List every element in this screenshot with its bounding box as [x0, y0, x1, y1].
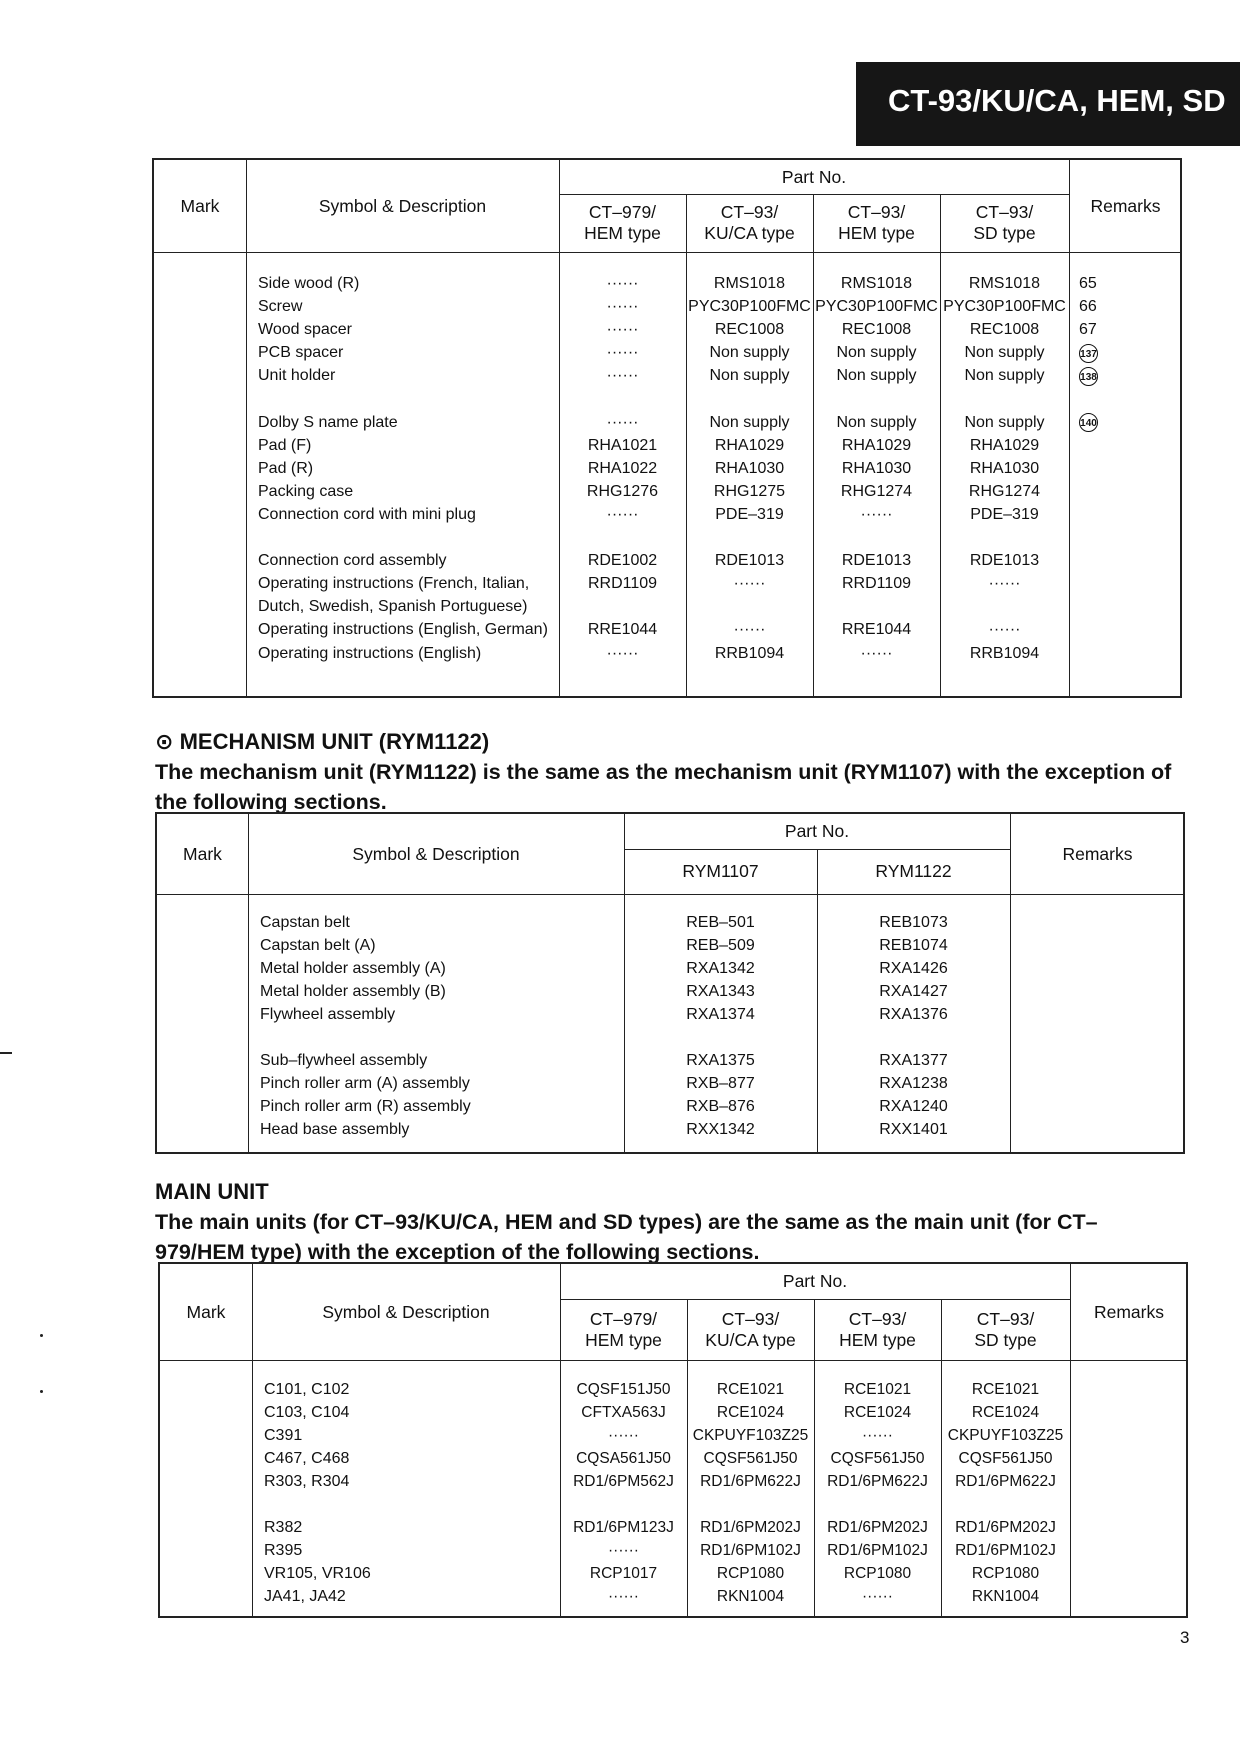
- part-number: RXX1342: [686, 1121, 755, 1138]
- column-header: CT–93/ KU/CA type: [704, 202, 795, 243]
- part-number: RRE1044: [587, 621, 658, 639]
- part-number: RRE1044: [841, 621, 912, 639]
- part-number: RDE1002: [587, 552, 658, 570]
- page-header-title: CT-93/KU/CA, HEM, SD: [888, 83, 1226, 118]
- part-number: [624, 1026, 817, 1049]
- description-header: Symbol & Description: [322, 1301, 490, 1322]
- column-header: CT–93/ HEM type: [838, 202, 915, 243]
- part-description: [258, 387, 558, 410]
- part-number: RXA1375: [686, 1052, 755, 1069]
- remark: [1079, 341, 1169, 364]
- part-number: RDE1013: [841, 552, 912, 570]
- part-description: Dolby S name plate: [258, 413, 398, 431]
- part-number: ······: [860, 505, 893, 523]
- part-number: ······: [988, 621, 1021, 639]
- remark: 66: [1079, 298, 1097, 316]
- part-description: R303, R304: [264, 1473, 350, 1490]
- circled-number: 137: [1079, 344, 1098, 363]
- description-list: [260, 911, 620, 1141]
- part-no-header: Part No.: [781, 166, 847, 187]
- part-description: R382: [264, 1519, 303, 1536]
- column-header: CT–93/ HEM type: [839, 1308, 916, 1350]
- remark: 65: [1079, 275, 1097, 292]
- part-number: RD1/6PM622J: [827, 1473, 928, 1490]
- table-divider: [157, 894, 1183, 895]
- part-description: Capstan belt: [260, 914, 350, 931]
- part-number: [814, 1493, 941, 1516]
- part-description: Wood spacer: [258, 321, 352, 339]
- part-number: REB–501: [686, 914, 755, 931]
- mark-header: Mark: [180, 195, 220, 216]
- remark: [1079, 364, 1169, 387]
- part-number: RCE1024: [716, 1404, 785, 1421]
- part-description: Operating instructions (English): [258, 644, 482, 662]
- part-number: RDE1013: [714, 552, 785, 570]
- part-number: CQSF561J50: [830, 1450, 925, 1467]
- part-number: CKPUYF103Z25: [947, 1427, 1064, 1444]
- part-number: ······: [733, 575, 766, 593]
- mechanism-section-title: [155, 727, 1185, 757]
- part-number: CQSF561J50: [958, 1450, 1053, 1467]
- mark-header: Mark: [183, 843, 222, 864]
- part-description: JA41, JA42: [264, 1588, 346, 1605]
- part-number: REB1073: [879, 914, 948, 931]
- part-number: RXA1343: [686, 983, 755, 1000]
- part-column: [941, 1378, 1070, 1608]
- part-number: RMS1018: [713, 275, 786, 292]
- part-description: C391: [264, 1427, 303, 1444]
- part-number: ······: [606, 298, 639, 316]
- part-number: Non supply: [964, 344, 1045, 362]
- description-list: [264, 1378, 554, 1608]
- part-number: RKN1004: [716, 1588, 785, 1605]
- part-number: REC1008: [969, 321, 1040, 339]
- part-number: CFTXA563J: [581, 1404, 666, 1421]
- part-number: RCP1080: [971, 1565, 1040, 1582]
- part-no-header: Part No.: [782, 1271, 848, 1291]
- part-number: RD1/6PM562J: [573, 1473, 674, 1490]
- part-number: ······: [606, 367, 639, 385]
- part-number: PYC30P100FMC: [815, 298, 938, 316]
- part-number: RMS1018: [968, 275, 1041, 292]
- part-number: RCE1021: [971, 1381, 1040, 1398]
- part-description: VR105, VR106: [264, 1565, 371, 1582]
- part-number: RXA1374: [686, 1006, 755, 1023]
- part-number: ······: [988, 575, 1021, 593]
- description-header: Symbol & Description: [318, 195, 487, 216]
- mechanism-title: MECHANISM UNIT (RYM1122): [179, 729, 490, 754]
- part-number: Non supply: [964, 413, 1045, 431]
- part-number: RD1/6PM202J: [955, 1519, 1056, 1536]
- part-number: RXA1240: [879, 1098, 948, 1115]
- part-description: PCB spacer: [258, 344, 344, 362]
- part-description: Packing case: [258, 482, 354, 500]
- part-number: ······: [608, 1427, 639, 1444]
- part-number: RCP1080: [843, 1565, 912, 1582]
- part-description: Connection cord with mini plug: [258, 505, 476, 523]
- part-number: RD1/6PM102J: [700, 1542, 801, 1559]
- part-number: RKN1004: [971, 1588, 1040, 1605]
- part-number: [686, 595, 813, 618]
- part-number: RHA1021: [587, 436, 658, 454]
- part-number: [559, 526, 686, 549]
- part-number: RDE1013: [969, 552, 1040, 570]
- part-column: [559, 272, 686, 665]
- table-divider: [160, 1360, 1186, 1361]
- parts-table-accessories: [152, 158, 1182, 698]
- part-number: RHG1274: [968, 482, 1041, 500]
- part-number: RXX1401: [879, 1121, 948, 1138]
- remark: 67: [1079, 321, 1097, 339]
- part-number: RHA1030: [841, 459, 912, 477]
- part-number: ······: [606, 321, 639, 339]
- part-number: PYC30P100FMC: [688, 298, 811, 316]
- part-number: PDE–319: [715, 505, 784, 523]
- part-column: [813, 272, 940, 665]
- part-number: [817, 1026, 1010, 1049]
- remark: [1079, 411, 1169, 434]
- part-number: RCE1021: [716, 1381, 785, 1398]
- part-number: RXA1426: [879, 960, 948, 977]
- part-number: Non supply: [836, 413, 917, 431]
- part-column: [687, 1378, 814, 1608]
- part-number: ······: [608, 1588, 639, 1605]
- part-number: RHA1030: [714, 459, 785, 477]
- part-number: [940, 387, 1069, 410]
- part-number: ······: [733, 621, 766, 639]
- part-number: CKPUYF103Z25: [692, 1427, 809, 1444]
- part-number: CQSA561J50: [576, 1450, 671, 1467]
- part-column: [686, 272, 813, 665]
- part-number: CQSF561J50: [703, 1450, 798, 1467]
- part-number: RRD1109: [587, 575, 658, 593]
- part-number: RCE1024: [843, 1404, 912, 1421]
- part-number: [813, 595, 940, 618]
- circled-number: 138: [1079, 367, 1098, 386]
- remarks-header: Remarks: [1062, 843, 1133, 864]
- part-description: Operating instructions (English, German): [258, 621, 548, 639]
- part-number: PYC30P100FMC: [943, 298, 1066, 316]
- part-column: [560, 1378, 687, 1608]
- part-number: RCP1080: [716, 1565, 785, 1582]
- part-description: Side wood (R): [258, 275, 360, 292]
- part-number: RD1/6PM102J: [955, 1542, 1056, 1559]
- part-description: Pad (F): [258, 436, 312, 454]
- part-description: C467, C468: [264, 1450, 350, 1467]
- part-number: RMS1018: [840, 275, 913, 292]
- part-number: ······: [606, 344, 639, 362]
- part-description: Capstan belt (A): [260, 937, 376, 954]
- part-description: C103, C104: [264, 1404, 350, 1421]
- part-number: Non supply: [709, 344, 790, 362]
- part-description: Screw: [258, 298, 303, 316]
- column-header: CT–979/ HEM type: [584, 202, 661, 243]
- part-description: Pad (R): [258, 459, 314, 477]
- part-number: REC1008: [841, 321, 912, 339]
- part-number: Non supply: [964, 367, 1045, 385]
- part-number: RHA1029: [841, 436, 912, 454]
- part-number: RD1/6PM622J: [700, 1473, 801, 1490]
- part-number: [686, 387, 813, 410]
- part-number: RHA1029: [714, 436, 785, 454]
- part-number: Non supply: [709, 413, 790, 431]
- part-description: Operating instructions (French, Italian,: [258, 575, 530, 593]
- column-header: RYM1122: [875, 861, 952, 881]
- part-number: [560, 1493, 687, 1516]
- margin-dash: [0, 1052, 12, 1054]
- parts-table-main-unit: [158, 1262, 1188, 1618]
- main-unit-description: The main units (for CT–93/KU/CA, HEM and SD types) are the same as the main unit (for CT–979/HEM type) with the exception of the following sections.: [155, 1210, 1098, 1264]
- part-number: Non supply: [709, 367, 790, 385]
- column-header: CT–93/ KU/CA type: [705, 1308, 796, 1350]
- part-column: [624, 911, 817, 1141]
- part-number: ······: [862, 1427, 893, 1444]
- part-number: RCE1024: [971, 1404, 1040, 1421]
- part-number: [813, 526, 940, 549]
- part-number: [559, 387, 686, 410]
- part-description: [260, 1026, 620, 1049]
- part-number: RXA1342: [686, 960, 755, 977]
- mechanism-description: The mechanism unit (RYM1122) is the same as the mechanism unit (RYM1107) with the exception of the following sections.: [155, 760, 1172, 814]
- remarks-header: Remarks: [1090, 195, 1161, 216]
- column-header: CT–93/ SD type: [973, 202, 1036, 243]
- part-number: CQSF151J50: [576, 1381, 671, 1398]
- part-number: ······: [606, 413, 639, 431]
- part-number: ······: [860, 644, 893, 662]
- part-number: RXB–876: [686, 1098, 755, 1115]
- header-bar: [856, 62, 1240, 146]
- part-number: RD1/6PM123J: [573, 1519, 674, 1536]
- part-description: Metal holder assembly (B): [260, 983, 446, 1000]
- part-number: [687, 1493, 814, 1516]
- part-number: PDE–319: [970, 505, 1039, 523]
- circle-dot-icon: ⊙: [155, 729, 174, 754]
- part-number: [559, 595, 686, 618]
- part-number: RXA1238: [879, 1075, 948, 1092]
- column-header: RYM1107: [682, 861, 759, 881]
- margin-dot: [40, 1334, 43, 1337]
- part-number: RD1/6PM622J: [955, 1473, 1056, 1490]
- part-description: Flywheel assembly: [260, 1006, 396, 1023]
- part-number: RCP1017: [589, 1565, 658, 1582]
- part-description: Pinch roller arm (A) assembly: [260, 1075, 470, 1092]
- part-column: [940, 272, 1069, 665]
- part-description: [264, 1493, 554, 1516]
- part-number: RD1/6PM202J: [827, 1519, 928, 1536]
- part-number: REB1074: [879, 937, 948, 954]
- part-column: [817, 911, 1010, 1141]
- part-number: RRB1094: [969, 644, 1040, 662]
- part-description: Head base assembly: [260, 1121, 410, 1138]
- part-number: RD1/6PM202J: [700, 1519, 801, 1536]
- part-number: RRB1094: [714, 644, 785, 662]
- column-header: CT–979/ HEM type: [585, 1308, 662, 1350]
- circled-number: 140: [1079, 413, 1098, 432]
- description-header: Symbol & Description: [352, 843, 520, 864]
- remarks-header: Remarks: [1093, 1301, 1164, 1322]
- part-description: Metal holder assembly (A): [260, 960, 446, 977]
- part-number: RD1/6PM102J: [827, 1542, 928, 1559]
- part-description: Dutch, Swedish, Spanish Portuguese): [258, 598, 528, 616]
- description-list: [258, 272, 558, 665]
- main-unit-section-title: MAIN UNIT: [155, 1179, 269, 1204]
- part-description: Unit holder: [258, 367, 336, 385]
- part-no-header: Part No.: [784, 821, 850, 841]
- part-description: Sub–flywheel assembly: [260, 1052, 428, 1069]
- part-number: RCE1021: [843, 1381, 912, 1398]
- table-divider: [154, 252, 1180, 253]
- remark: [1079, 387, 1169, 410]
- part-number: RXA1376: [879, 1006, 948, 1023]
- part-description: C101, C102: [264, 1381, 350, 1398]
- part-description: Connection cord assembly: [258, 552, 447, 570]
- part-number: Non supply: [836, 344, 917, 362]
- part-number: ······: [606, 505, 639, 523]
- part-number: [940, 526, 1069, 549]
- part-column: [814, 1378, 941, 1608]
- part-number: RHA1030: [969, 459, 1040, 477]
- part-number: RHA1022: [587, 459, 658, 477]
- column-header: CT–93/ SD type: [974, 1308, 1037, 1350]
- part-number: RRD1109: [841, 575, 912, 593]
- part-number: REC1008: [714, 321, 785, 339]
- part-number: RHG1274: [840, 482, 913, 500]
- part-number: ······: [606, 275, 639, 292]
- part-number: ······: [862, 1588, 893, 1605]
- part-number: Non supply: [836, 367, 917, 385]
- part-number: [686, 526, 813, 549]
- part-number: RXA1377: [879, 1052, 948, 1069]
- margin-dot: [40, 1390, 43, 1393]
- remarks-list: [1079, 272, 1169, 434]
- part-number: RHG1275: [713, 482, 786, 500]
- part-number: REB–509: [686, 937, 755, 954]
- part-number: [813, 387, 940, 410]
- part-number: ······: [608, 1542, 639, 1559]
- parts-table-mechanism: [155, 812, 1185, 1154]
- part-number: RHA1029: [969, 436, 1040, 454]
- part-number: RXA1427: [879, 983, 948, 1000]
- part-number: [940, 595, 1069, 618]
- part-number: RXB–877: [686, 1075, 755, 1092]
- part-description: [258, 526, 558, 549]
- part-description: R395: [264, 1542, 303, 1559]
- mark-header: Mark: [186, 1301, 226, 1322]
- page-number: 3: [1180, 1628, 1190, 1647]
- part-number: [941, 1493, 1070, 1516]
- part-number: RHG1276: [586, 482, 659, 500]
- part-description: Pinch roller arm (R) assembly: [260, 1098, 471, 1115]
- part-number: ······: [606, 644, 639, 662]
